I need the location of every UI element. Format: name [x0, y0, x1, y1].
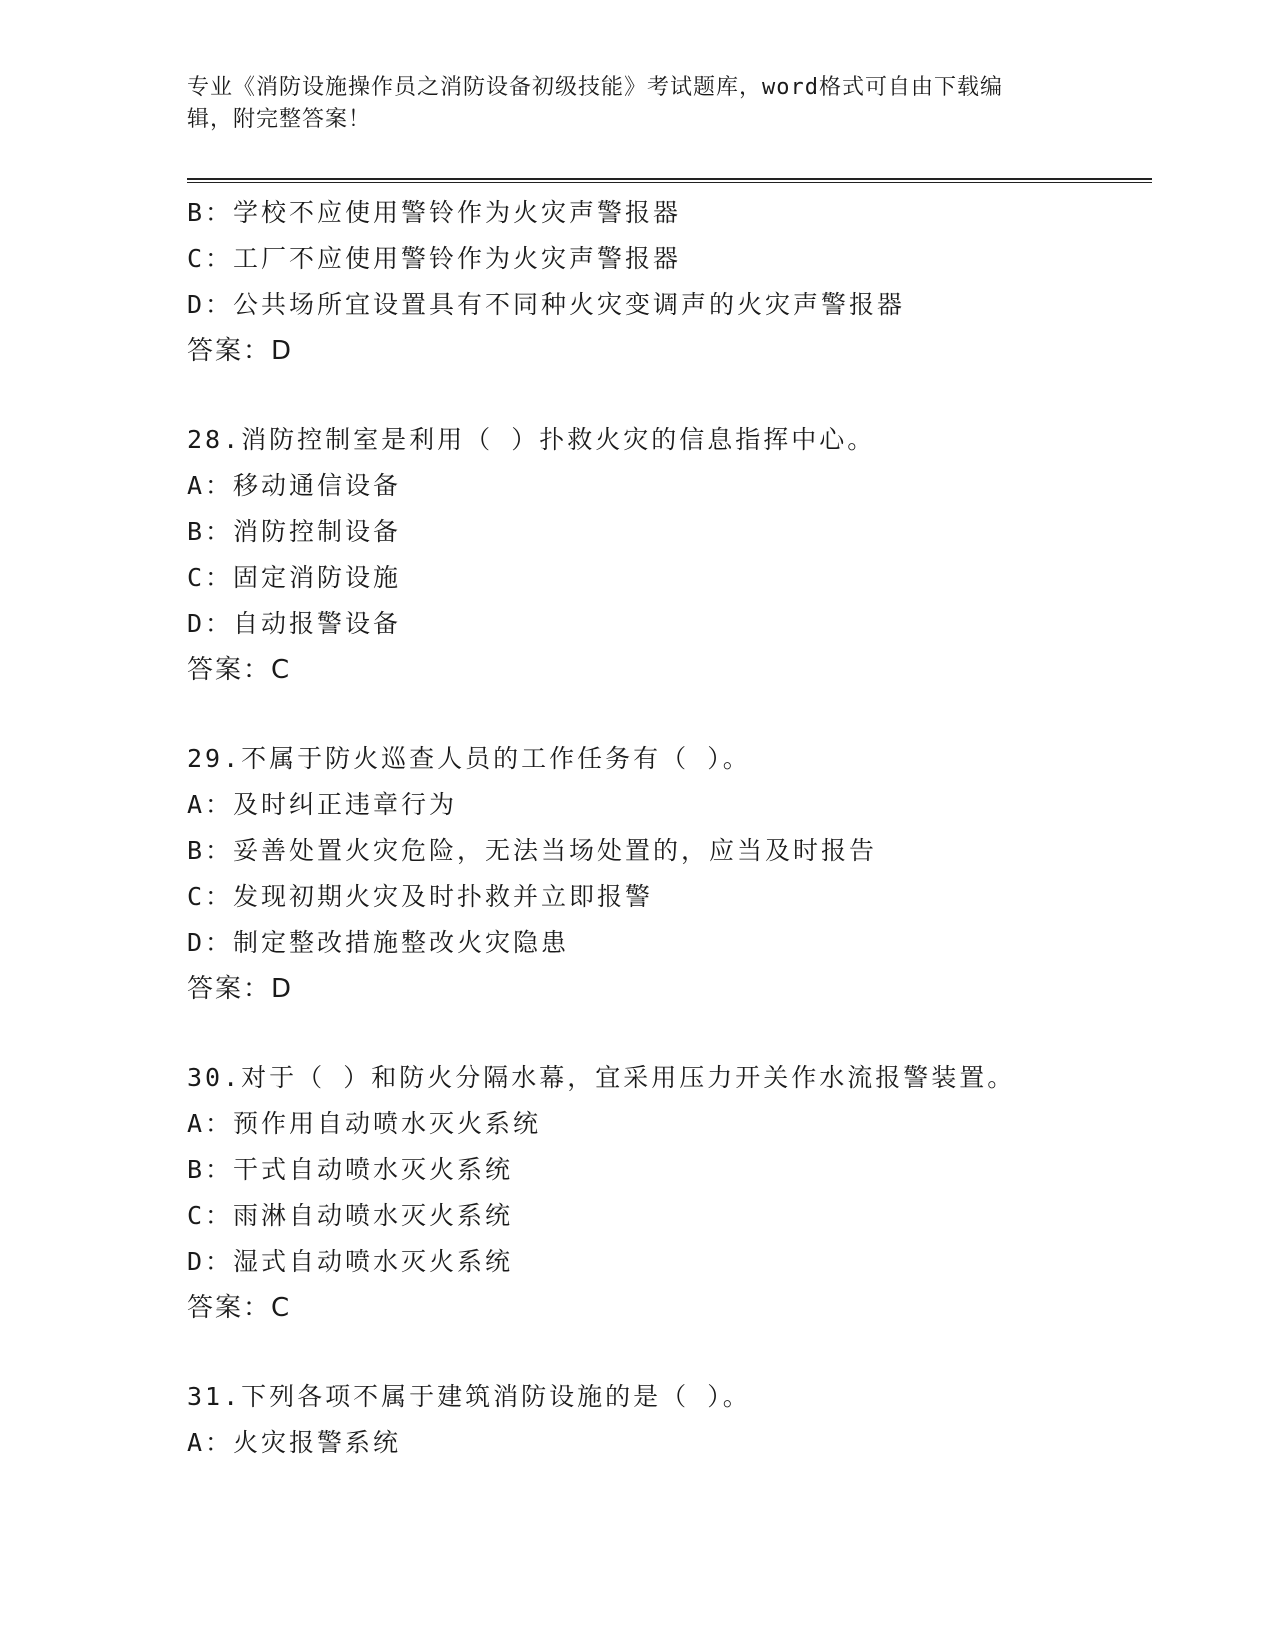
- document-header: [187, 72, 1067, 136]
- option-c: C：雨淋自动喷水灭火系统: [187, 1201, 514, 1230]
- spacer: [187, 693, 1147, 736]
- answer-text: 答案：C: [187, 1293, 292, 1323]
- spacer: [187, 1331, 1147, 1374]
- spacer: [187, 1012, 1147, 1055]
- option-b: B：干式自动喷水灭火系统: [187, 1155, 514, 1184]
- question-block-29: [187, 736, 1147, 1012]
- question-block-28: [187, 417, 1147, 693]
- option-c: C：工厂不应使用警铃作为火灾声警报器: [187, 244, 682, 273]
- question-stem: 29.不属于防火巡查人员的工作任务有（ ）。: [187, 744, 751, 773]
- option-a: A：移动通信设备: [187, 471, 402, 500]
- question-block-30: [187, 1055, 1147, 1331]
- question-stem: 31.下列各项不属于建筑消防设施的是（ ）。: [187, 1382, 751, 1411]
- header-line-1: 专业《消防设施操作员之消防设备初级技能》考试题库，word格式可自由下载编: [187, 75, 1003, 100]
- option-b: B：学校不应使用警铃作为火灾声警报器: [187, 198, 682, 227]
- header-line-2: 辑，附完整答案！: [187, 107, 372, 132]
- question-block-31: [187, 1374, 1147, 1466]
- option-c: C：发现初期火灾及时扑救并立即报警: [187, 882, 654, 911]
- option-a: A：及时纠正违章行为: [187, 790, 458, 819]
- option-c: C：固定消防设施: [187, 563, 402, 592]
- option-d: D：自动报警设备: [187, 609, 402, 638]
- answer-text: 答案：D: [187, 336, 294, 366]
- answer-text: 答案：D: [187, 974, 294, 1004]
- option-a: A：预作用自动喷水灭火系统: [187, 1109, 542, 1138]
- question-list: [187, 190, 1147, 1466]
- spacer: [187, 374, 1147, 417]
- question-block-27-partial: [187, 190, 1147, 374]
- question-stem: 30.对于（ ）和防火分隔水幕，宜采用压力开关作水流报警装置。: [187, 1063, 1016, 1092]
- option-b: B：妥善处置火灾危险，无法当场处置的，应当及时报告: [187, 836, 878, 865]
- question-stem: 28.消防控制室是利用（ ）扑救火灾的信息指挥中心。: [187, 425, 876, 454]
- option-b: B：消防控制设备: [187, 517, 402, 546]
- header-divider: [187, 178, 1152, 183]
- answer-text: 答案：C: [187, 655, 292, 685]
- option-d: D：制定整改措施整改火灾隐患: [187, 928, 570, 957]
- option-d: D：湿式自动喷水灭火系统: [187, 1247, 514, 1276]
- option-a: A：火灾报警系统: [187, 1428, 402, 1457]
- option-d: D：公共场所宜设置具有不同种火灾变调声的火灾声警报器: [187, 290, 906, 319]
